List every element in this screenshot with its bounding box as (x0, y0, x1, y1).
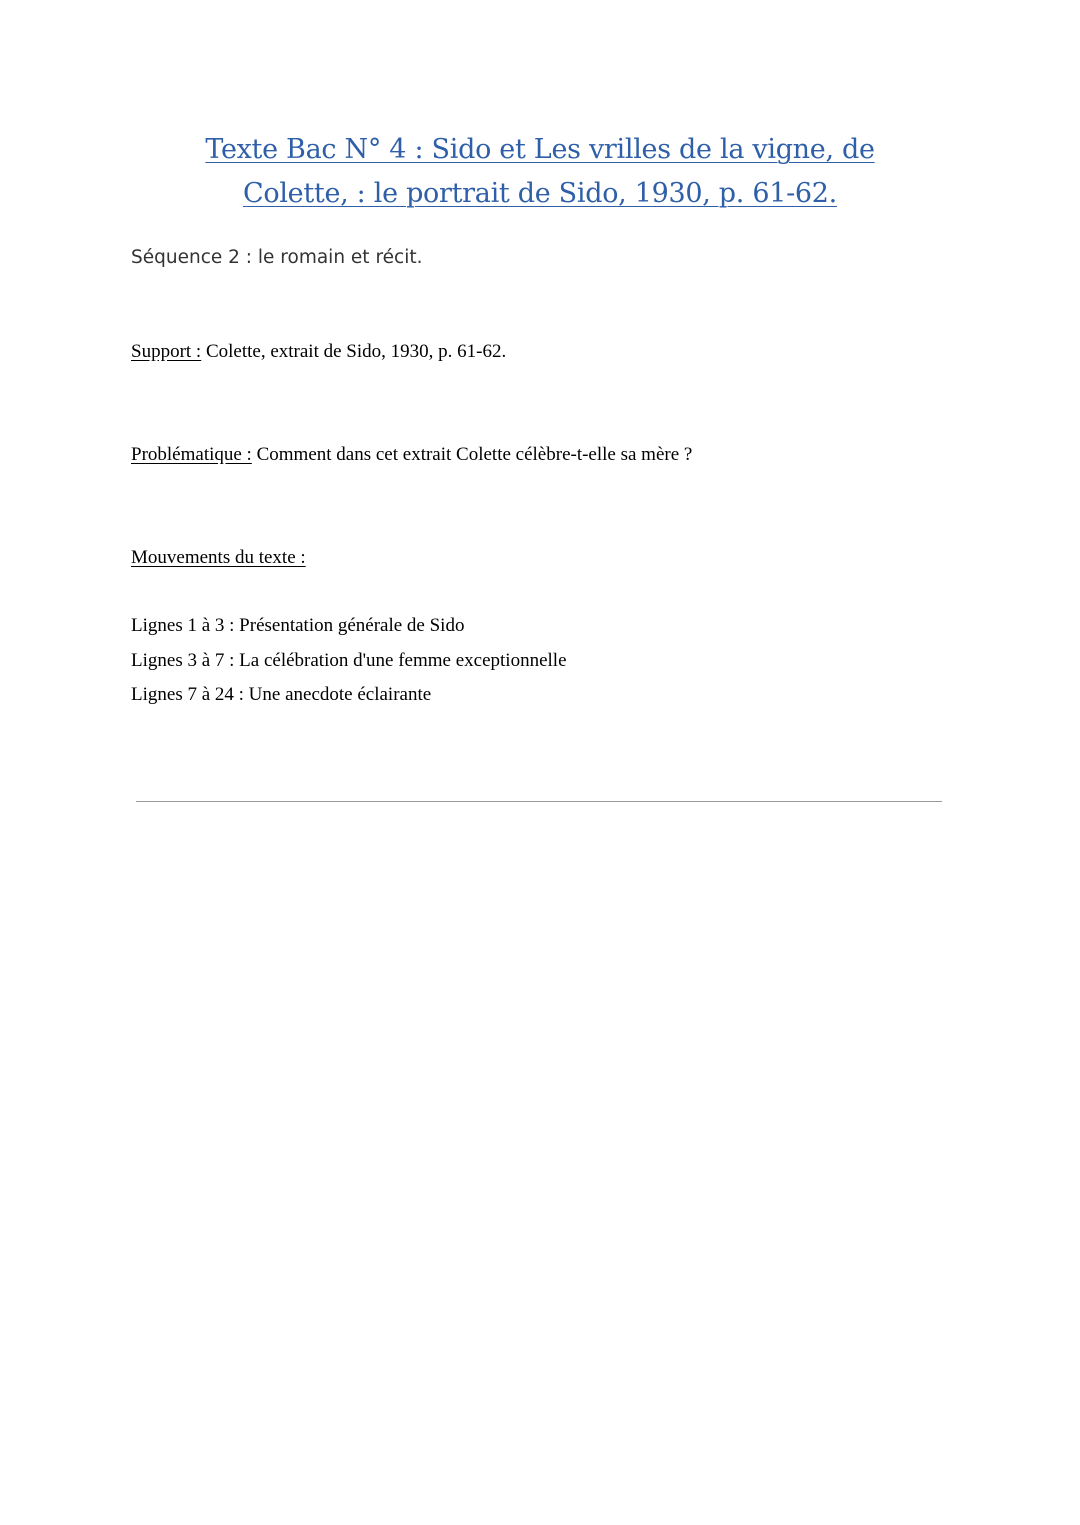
problematique-line (131, 444, 692, 466)
mouvement-item: Lignes 1 à 3 : Présentation générale de Sido (131, 615, 465, 636)
document-title: Texte Bac N° 4 : Sido et Les vrilles de la vigne, de Colette, : le portrait de Sido, 1930, p. 61-62. (205, 134, 875, 209)
problematique-label: Problématique : (131, 444, 252, 465)
mouvements-heading (131, 547, 306, 569)
support-label: Support : (131, 341, 202, 362)
mouvements-label: Mouvements du texte : (131, 547, 306, 568)
support-text: Colette, extrait de Sido, 1930, p. 61-62. (201, 341, 507, 362)
support-line (131, 341, 506, 363)
mouvement-item: Lignes 7 à 24 : Une anecdote éclairante (131, 684, 432, 705)
mouvement-item: Lignes 3 à 7 : La célébration d'une femme exceptionnelle (131, 650, 567, 671)
sequence-line: Séquence 2 : le romain et récit. (131, 247, 423, 268)
problematique-text: Comment dans cet extrait Colette célèbre-t-elle sa mère ? (251, 444, 693, 465)
horizontal-divider (136, 801, 942, 802)
